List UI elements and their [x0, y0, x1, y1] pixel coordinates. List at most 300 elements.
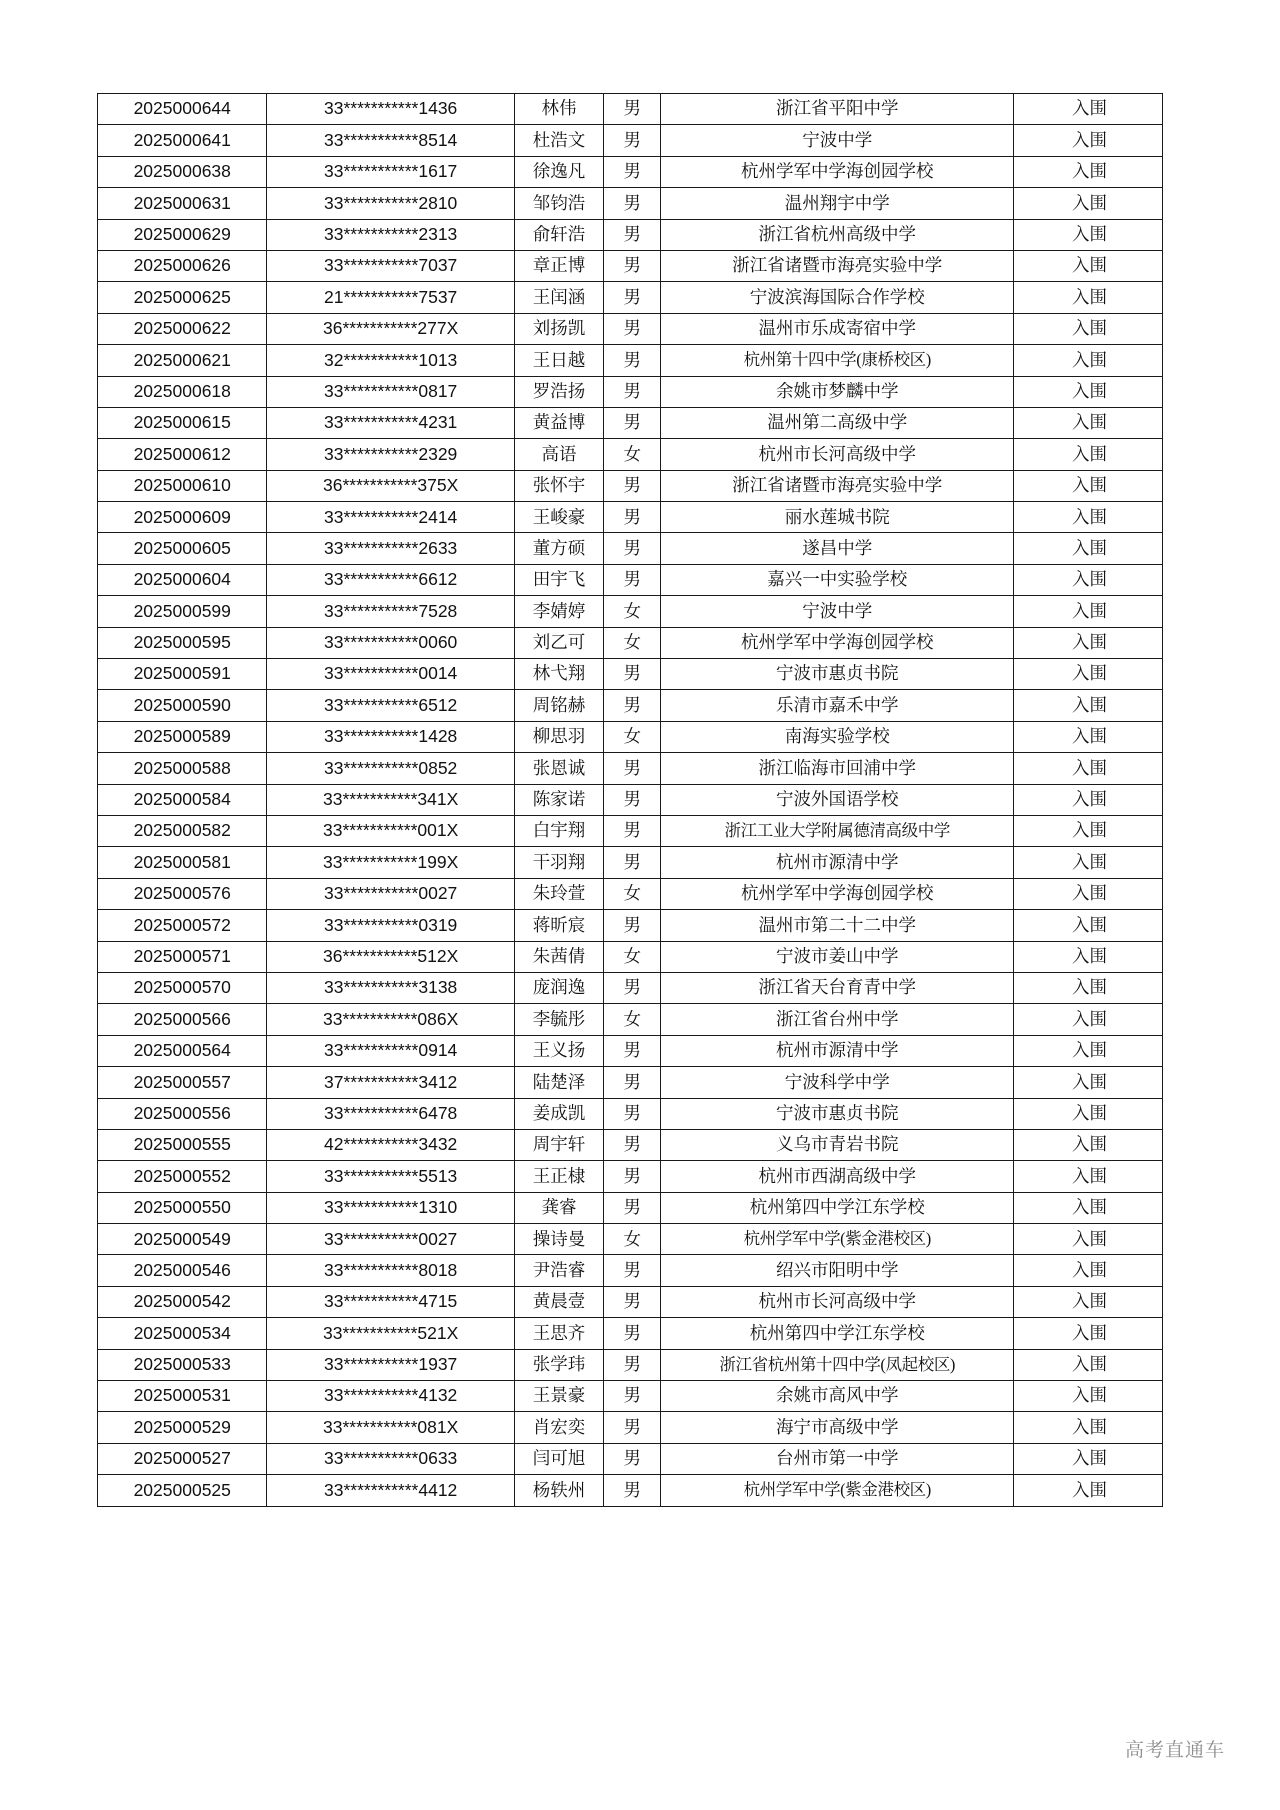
status-cell: 入围: [1014, 219, 1163, 250]
id-number-cell: 33***********086X: [267, 1004, 514, 1035]
status-cell: 入围: [1014, 596, 1163, 627]
table-row: [98, 250, 1163, 281]
gender-cell: 男: [604, 470, 661, 501]
table-row: [98, 690, 1163, 721]
gender-cell: 女: [604, 1224, 661, 1255]
candidate-name-cell: 刘扬凯: [514, 313, 603, 344]
candidate-id-cell: 2025000644: [98, 94, 267, 125]
table-row: [98, 407, 1163, 438]
id-number-cell: 33***********199X: [267, 847, 514, 878]
watermark: 高考直通车: [1124, 1740, 1225, 1761]
school-cell: 宁波市姜山中学: [661, 941, 1014, 972]
candidate-id-cell: 2025000570: [98, 972, 267, 1003]
gender-cell: 男: [604, 313, 661, 344]
id-number-cell: 33***********7528: [267, 596, 514, 627]
status-cell: 入围: [1014, 1067, 1163, 1098]
table-row: [98, 533, 1163, 564]
gender-cell: 男: [604, 1035, 661, 1066]
status-cell: 入围: [1014, 564, 1163, 595]
status-cell: 入围: [1014, 1255, 1163, 1286]
table-row: [98, 1192, 1163, 1223]
status-cell: 入围: [1014, 690, 1163, 721]
gender-cell: 男: [604, 690, 661, 721]
school-cell: 杭州市源清中学: [661, 847, 1014, 878]
candidate-id-cell: 2025000612: [98, 439, 267, 470]
id-number-cell: 33***********2633: [267, 533, 514, 564]
gender-cell: 女: [604, 941, 661, 972]
candidate-id-cell: 2025000584: [98, 784, 267, 815]
id-number-cell: 33***********1310: [267, 1192, 514, 1223]
candidate-id-cell: 2025000599: [98, 596, 267, 627]
school-cell: 丽水莲城书院: [661, 502, 1014, 533]
table-row: [98, 941, 1163, 972]
gender-cell: 男: [604, 1161, 661, 1192]
candidate-id-cell: 2025000525: [98, 1475, 267, 1506]
id-number-cell: 33***********001X: [267, 815, 514, 846]
gender-cell: 男: [604, 1286, 661, 1317]
candidate-id-cell: 2025000641: [98, 125, 267, 156]
id-number-cell: 42***********3432: [267, 1129, 514, 1160]
gender-cell: 男: [604, 1412, 661, 1443]
candidate-name-cell: 张学玮: [514, 1349, 603, 1380]
roster-table-container: [97, 93, 1163, 1507]
roster-table-body: [98, 94, 1163, 1507]
table-row: [98, 1098, 1163, 1129]
status-cell: 入围: [1014, 502, 1163, 533]
status-cell: 入围: [1014, 784, 1163, 815]
candidate-id-cell: 2025000549: [98, 1224, 267, 1255]
id-number-cell: 33***********341X: [267, 784, 514, 815]
candidate-name-cell: 王峻豪: [514, 502, 603, 533]
id-number-cell: 33***********2810: [267, 188, 514, 219]
table-row: [98, 1224, 1163, 1255]
candidate-id-cell: 2025000534: [98, 1318, 267, 1349]
table-row: [98, 627, 1163, 658]
candidate-id-cell: 2025000552: [98, 1161, 267, 1192]
school-cell: 杭州第四中学江东学校: [661, 1192, 1014, 1223]
id-number-cell: 36***********375X: [267, 470, 514, 501]
candidate-name-cell: 王正棣: [514, 1161, 603, 1192]
id-number-cell: 33***********2414: [267, 502, 514, 533]
school-cell: 宁波外国语学校: [661, 784, 1014, 815]
status-cell: 入围: [1014, 1098, 1163, 1129]
candidate-name-cell: 王义扬: [514, 1035, 603, 1066]
table-row: [98, 345, 1163, 376]
table-row: [98, 1349, 1163, 1380]
candidate-id-cell: 2025000542: [98, 1286, 267, 1317]
gender-cell: 男: [604, 1381, 661, 1412]
status-cell: 入围: [1014, 941, 1163, 972]
school-cell: 杭州第四中学江东学校: [661, 1318, 1014, 1349]
school-cell: 浙江省诸暨市海亮实验中学: [661, 250, 1014, 281]
candidate-name-cell: 柳思羽: [514, 721, 603, 752]
id-number-cell: 33***********521X: [267, 1318, 514, 1349]
id-number-cell: 33***********0027: [267, 878, 514, 909]
id-number-cell: 33***********7037: [267, 250, 514, 281]
candidate-id-cell: 2025000604: [98, 564, 267, 595]
table-row: [98, 219, 1163, 250]
candidate-id-cell: 2025000621: [98, 345, 267, 376]
gender-cell: 男: [604, 376, 661, 407]
gender-cell: 男: [604, 125, 661, 156]
status-cell: 入围: [1014, 721, 1163, 752]
status-cell: 入围: [1014, 156, 1163, 187]
candidate-name-cell: 杨轶州: [514, 1475, 603, 1506]
candidate-id-cell: 2025000527: [98, 1443, 267, 1474]
candidate-id-cell: 2025000629: [98, 219, 267, 250]
candidate-name-cell: 张怀宇: [514, 470, 603, 501]
gender-cell: 男: [604, 659, 661, 690]
table-row: [98, 376, 1163, 407]
candidate-id-cell: 2025000590: [98, 690, 267, 721]
candidate-name-cell: 李婧婷: [514, 596, 603, 627]
id-number-cell: 33***********4412: [267, 1475, 514, 1506]
id-number-cell: 36***********512X: [267, 941, 514, 972]
candidate-name-cell: 王闰涵: [514, 282, 603, 313]
table-row: [98, 125, 1163, 156]
id-number-cell: 33***********0014: [267, 659, 514, 690]
status-cell: 入围: [1014, 815, 1163, 846]
candidate-roster-table: [97, 93, 1163, 1507]
id-number-cell: 33***********6478: [267, 1098, 514, 1129]
gender-cell: 男: [604, 407, 661, 438]
gender-cell: 男: [604, 1192, 661, 1223]
school-cell: 宁波中学: [661, 125, 1014, 156]
school-cell: 温州第二高级中学: [661, 407, 1014, 438]
status-cell: 入围: [1014, 659, 1163, 690]
candidate-id-cell: 2025000618: [98, 376, 267, 407]
school-cell: 宁波滨海国际合作学校: [661, 282, 1014, 313]
status-cell: 入围: [1014, 1475, 1163, 1506]
candidate-name-cell: 龚睿: [514, 1192, 603, 1223]
candidate-name-cell: 陆楚泽: [514, 1067, 603, 1098]
status-cell: 入围: [1014, 1286, 1163, 1317]
status-cell: 入围: [1014, 1192, 1163, 1223]
id-number-cell: 32***********1013: [267, 345, 514, 376]
status-cell: 入围: [1014, 94, 1163, 125]
school-cell: 温州市乐成寄宿中学: [661, 313, 1014, 344]
table-row: [98, 659, 1163, 690]
candidate-name-cell: 黄晨壹: [514, 1286, 603, 1317]
id-number-cell: 33***********6612: [267, 564, 514, 595]
candidate-name-cell: 罗浩扬: [514, 376, 603, 407]
candidate-name-cell: 朱茜倩: [514, 941, 603, 972]
candidate-id-cell: 2025000638: [98, 156, 267, 187]
school-cell: 杭州学军中学海创园学校: [661, 156, 1014, 187]
gender-cell: 男: [604, 815, 661, 846]
gender-cell: 女: [604, 1004, 661, 1035]
school-cell: 宁波市惠贞书院: [661, 1098, 1014, 1129]
table-row: [98, 753, 1163, 784]
candidate-name-cell: 黄益博: [514, 407, 603, 438]
table-row: [98, 596, 1163, 627]
school-cell: 宁波科学中学: [661, 1067, 1014, 1098]
candidate-name-cell: 董方硕: [514, 533, 603, 564]
candidate-id-cell: 2025000581: [98, 847, 267, 878]
candidate-name-cell: 王思齐: [514, 1318, 603, 1349]
id-number-cell: 33***********0914: [267, 1035, 514, 1066]
candidate-name-cell: 蒋昕宸: [514, 910, 603, 941]
table-row: [98, 972, 1163, 1003]
table-row: [98, 1161, 1163, 1192]
school-cell: 余姚市梦麟中学: [661, 376, 1014, 407]
gender-cell: 男: [604, 345, 661, 376]
candidate-name-cell: 林弋翔: [514, 659, 603, 690]
gender-cell: 男: [604, 94, 661, 125]
table-row: [98, 721, 1163, 752]
status-cell: 入围: [1014, 1349, 1163, 1380]
gender-cell: 女: [604, 878, 661, 909]
candidate-id-cell: 2025000605: [98, 533, 267, 564]
gender-cell: 女: [604, 627, 661, 658]
table-row: [98, 878, 1163, 909]
candidate-id-cell: 2025000566: [98, 1004, 267, 1035]
id-number-cell: 33***********0817: [267, 376, 514, 407]
school-cell: 嘉兴一中实验学校: [661, 564, 1014, 595]
gender-cell: 男: [604, 784, 661, 815]
id-number-cell: 33***********5513: [267, 1161, 514, 1192]
gender-cell: 男: [604, 1318, 661, 1349]
gender-cell: 男: [604, 1067, 661, 1098]
status-cell: 入围: [1014, 313, 1163, 344]
gender-cell: 男: [604, 282, 661, 313]
id-number-cell: 33***********1436: [267, 94, 514, 125]
status-cell: 入围: [1014, 376, 1163, 407]
id-number-cell: 33***********2329: [267, 439, 514, 470]
gender-cell: 女: [604, 596, 661, 627]
candidate-name-cell: 庞润逸: [514, 972, 603, 1003]
status-cell: 入围: [1014, 1004, 1163, 1035]
school-cell: 浙江省天台育青中学: [661, 972, 1014, 1003]
school-cell: 台州市第一中学: [661, 1443, 1014, 1474]
school-cell: 浙江省杭州高级中学: [661, 219, 1014, 250]
candidate-id-cell: 2025000531: [98, 1381, 267, 1412]
candidate-name-cell: 徐逸凡: [514, 156, 603, 187]
table-row: [98, 313, 1163, 344]
table-row: [98, 1381, 1163, 1412]
candidate-id-cell: 2025000595: [98, 627, 267, 658]
candidate-id-cell: 2025000615: [98, 407, 267, 438]
candidate-name-cell: 邹钧浩: [514, 188, 603, 219]
candidate-id-cell: 2025000546: [98, 1255, 267, 1286]
table-row: [98, 1067, 1163, 1098]
candidate-id-cell: 2025000626: [98, 250, 267, 281]
school-cell: 温州市第二十二中学: [661, 910, 1014, 941]
candidate-name-cell: 姜成凯: [514, 1098, 603, 1129]
table-row: [98, 815, 1163, 846]
school-cell: 南海实验学校: [661, 721, 1014, 752]
status-cell: 入围: [1014, 407, 1163, 438]
candidate-name-cell: 俞轩浩: [514, 219, 603, 250]
school-cell: 杭州学军中学(紫金港校区): [661, 1224, 1014, 1255]
candidate-name-cell: 操诗曼: [514, 1224, 603, 1255]
candidate-id-cell: 2025000576: [98, 878, 267, 909]
gender-cell: 男: [604, 502, 661, 533]
gender-cell: 男: [604, 1098, 661, 1129]
gender-cell: 男: [604, 847, 661, 878]
table-row: [98, 1035, 1163, 1066]
status-cell: 入围: [1014, 753, 1163, 784]
id-number-cell: 37***********3412: [267, 1067, 514, 1098]
status-cell: 入围: [1014, 439, 1163, 470]
id-number-cell: 33***********4231: [267, 407, 514, 438]
table-row: [98, 784, 1163, 815]
gender-cell: 男: [604, 219, 661, 250]
candidate-name-cell: 王景豪: [514, 1381, 603, 1412]
id-number-cell: 33***********1617: [267, 156, 514, 187]
id-number-cell: 33***********0027: [267, 1224, 514, 1255]
id-number-cell: 33***********0060: [267, 627, 514, 658]
candidate-name-cell: 朱玲萱: [514, 878, 603, 909]
table-row: [98, 470, 1163, 501]
candidate-id-cell: 2025000557: [98, 1067, 267, 1098]
gender-cell: 男: [604, 1475, 661, 1506]
school-cell: 杭州学军中学海创园学校: [661, 627, 1014, 658]
school-cell: 余姚市高风中学: [661, 1381, 1014, 1412]
school-cell: 宁波中学: [661, 596, 1014, 627]
candidate-name-cell: 闫可旭: [514, 1443, 603, 1474]
school-cell: 浙江省平阳中学: [661, 94, 1014, 125]
candidate-id-cell: 2025000564: [98, 1035, 267, 1066]
candidate-id-cell: 2025000588: [98, 753, 267, 784]
school-cell: 杭州市源清中学: [661, 1035, 1014, 1066]
table-row: [98, 1129, 1163, 1160]
gender-cell: 男: [604, 753, 661, 784]
status-cell: 入围: [1014, 1443, 1163, 1474]
gender-cell: 男: [604, 1129, 661, 1160]
school-cell: 遂昌中学: [661, 533, 1014, 564]
status-cell: 入围: [1014, 1161, 1163, 1192]
candidate-name-cell: 杜浩文: [514, 125, 603, 156]
candidate-name-cell: 肖宏奕: [514, 1412, 603, 1443]
status-cell: 入围: [1014, 1318, 1163, 1349]
status-cell: 入围: [1014, 627, 1163, 658]
candidate-name-cell: 周宇轩: [514, 1129, 603, 1160]
status-cell: 入围: [1014, 533, 1163, 564]
table-row: [98, 156, 1163, 187]
candidate-id-cell: 2025000571: [98, 941, 267, 972]
status-cell: 入围: [1014, 910, 1163, 941]
candidate-name-cell: 陈家诺: [514, 784, 603, 815]
table-row: [98, 1475, 1163, 1506]
id-number-cell: 33***********0319: [267, 910, 514, 941]
school-cell: 杭州市长河高级中学: [661, 1286, 1014, 1317]
school-cell: 杭州市长河高级中学: [661, 439, 1014, 470]
candidate-name-cell: 田宇飞: [514, 564, 603, 595]
status-cell: 入围: [1014, 1224, 1163, 1255]
status-cell: 入围: [1014, 847, 1163, 878]
status-cell: 入围: [1014, 878, 1163, 909]
candidate-name-cell: 周铭赫: [514, 690, 603, 721]
id-number-cell: 33***********0852: [267, 753, 514, 784]
gender-cell: 男: [604, 1255, 661, 1286]
id-number-cell: 33***********081X: [267, 1412, 514, 1443]
status-cell: 入围: [1014, 125, 1163, 156]
school-cell: 浙江省台州中学: [661, 1004, 1014, 1035]
candidate-name-cell: 高语: [514, 439, 603, 470]
table-row: [98, 1004, 1163, 1035]
status-cell: 入围: [1014, 1035, 1163, 1066]
id-number-cell: 33***********1937: [267, 1349, 514, 1380]
candidate-id-cell: 2025000610: [98, 470, 267, 501]
school-cell: 杭州市西湖高级中学: [661, 1161, 1014, 1192]
table-row: [98, 1255, 1163, 1286]
id-number-cell: 21***********7537: [267, 282, 514, 313]
id-number-cell: 33***********8018: [267, 1255, 514, 1286]
gender-cell: 男: [604, 1349, 661, 1380]
candidate-name-cell: 尹浩睿: [514, 1255, 603, 1286]
gender-cell: 男: [604, 250, 661, 281]
table-row: [98, 564, 1163, 595]
school-cell: 温州翔宇中学: [661, 188, 1014, 219]
table-row: [98, 1412, 1163, 1443]
school-cell: 绍兴市阳明中学: [661, 1255, 1014, 1286]
table-row: [98, 188, 1163, 219]
status-cell: 入围: [1014, 1412, 1163, 1443]
candidate-name-cell: 白宇翔: [514, 815, 603, 846]
table-row: [98, 847, 1163, 878]
candidate-id-cell: 2025000589: [98, 721, 267, 752]
table-row: [98, 94, 1163, 125]
candidate-name-cell: 刘乙可: [514, 627, 603, 658]
school-cell: 乐清市嘉禾中学: [661, 690, 1014, 721]
candidate-id-cell: 2025000625: [98, 282, 267, 313]
table-row: [98, 502, 1163, 533]
gender-cell: 男: [604, 156, 661, 187]
candidate-name-cell: 林伟: [514, 94, 603, 125]
candidate-id-cell: 2025000622: [98, 313, 267, 344]
school-cell: 杭州学军中学海创园学校: [661, 878, 1014, 909]
table-row: [98, 1443, 1163, 1474]
id-number-cell: 33***********4715: [267, 1286, 514, 1317]
id-number-cell: 33***********1428: [267, 721, 514, 752]
school-cell: 海宁市高级中学: [661, 1412, 1014, 1443]
gender-cell: 男: [604, 910, 661, 941]
id-number-cell: 33***********2313: [267, 219, 514, 250]
candidate-id-cell: 2025000550: [98, 1192, 267, 1223]
candidate-name-cell: 张恩诚: [514, 753, 603, 784]
candidate-id-cell: 2025000533: [98, 1349, 267, 1380]
status-cell: 入围: [1014, 1381, 1163, 1412]
gender-cell: 男: [604, 564, 661, 595]
id-number-cell: 33***********4132: [267, 1381, 514, 1412]
school-cell: 浙江临海市回浦中学: [661, 753, 1014, 784]
candidate-id-cell: 2025000591: [98, 659, 267, 690]
school-cell: 浙江省诸暨市海亮实验中学: [661, 470, 1014, 501]
table-row: [98, 910, 1163, 941]
candidate-name-cell: 章正博: [514, 250, 603, 281]
school-cell: 杭州第十四中学(康桥校区): [661, 345, 1014, 376]
gender-cell: 男: [604, 188, 661, 219]
candidate-name-cell: 王日越: [514, 345, 603, 376]
candidate-id-cell: 2025000582: [98, 815, 267, 846]
candidate-name-cell: 李毓彤: [514, 1004, 603, 1035]
status-cell: 入围: [1014, 1129, 1163, 1160]
table-row: [98, 1318, 1163, 1349]
school-cell: 浙江工业大学附属德清高级中学: [661, 815, 1014, 846]
id-number-cell: 33***********0633: [267, 1443, 514, 1474]
school-cell: 浙江省杭州第十四中学(凤起校区): [661, 1349, 1014, 1380]
status-cell: 入围: [1014, 188, 1163, 219]
status-cell: 入围: [1014, 972, 1163, 1003]
school-cell: 宁波市惠贞书院: [661, 659, 1014, 690]
status-cell: 入围: [1014, 250, 1163, 281]
table-row: [98, 439, 1163, 470]
candidate-id-cell: 2025000556: [98, 1098, 267, 1129]
gender-cell: 女: [604, 721, 661, 752]
id-number-cell: 33***********8514: [267, 125, 514, 156]
gender-cell: 男: [604, 972, 661, 1003]
